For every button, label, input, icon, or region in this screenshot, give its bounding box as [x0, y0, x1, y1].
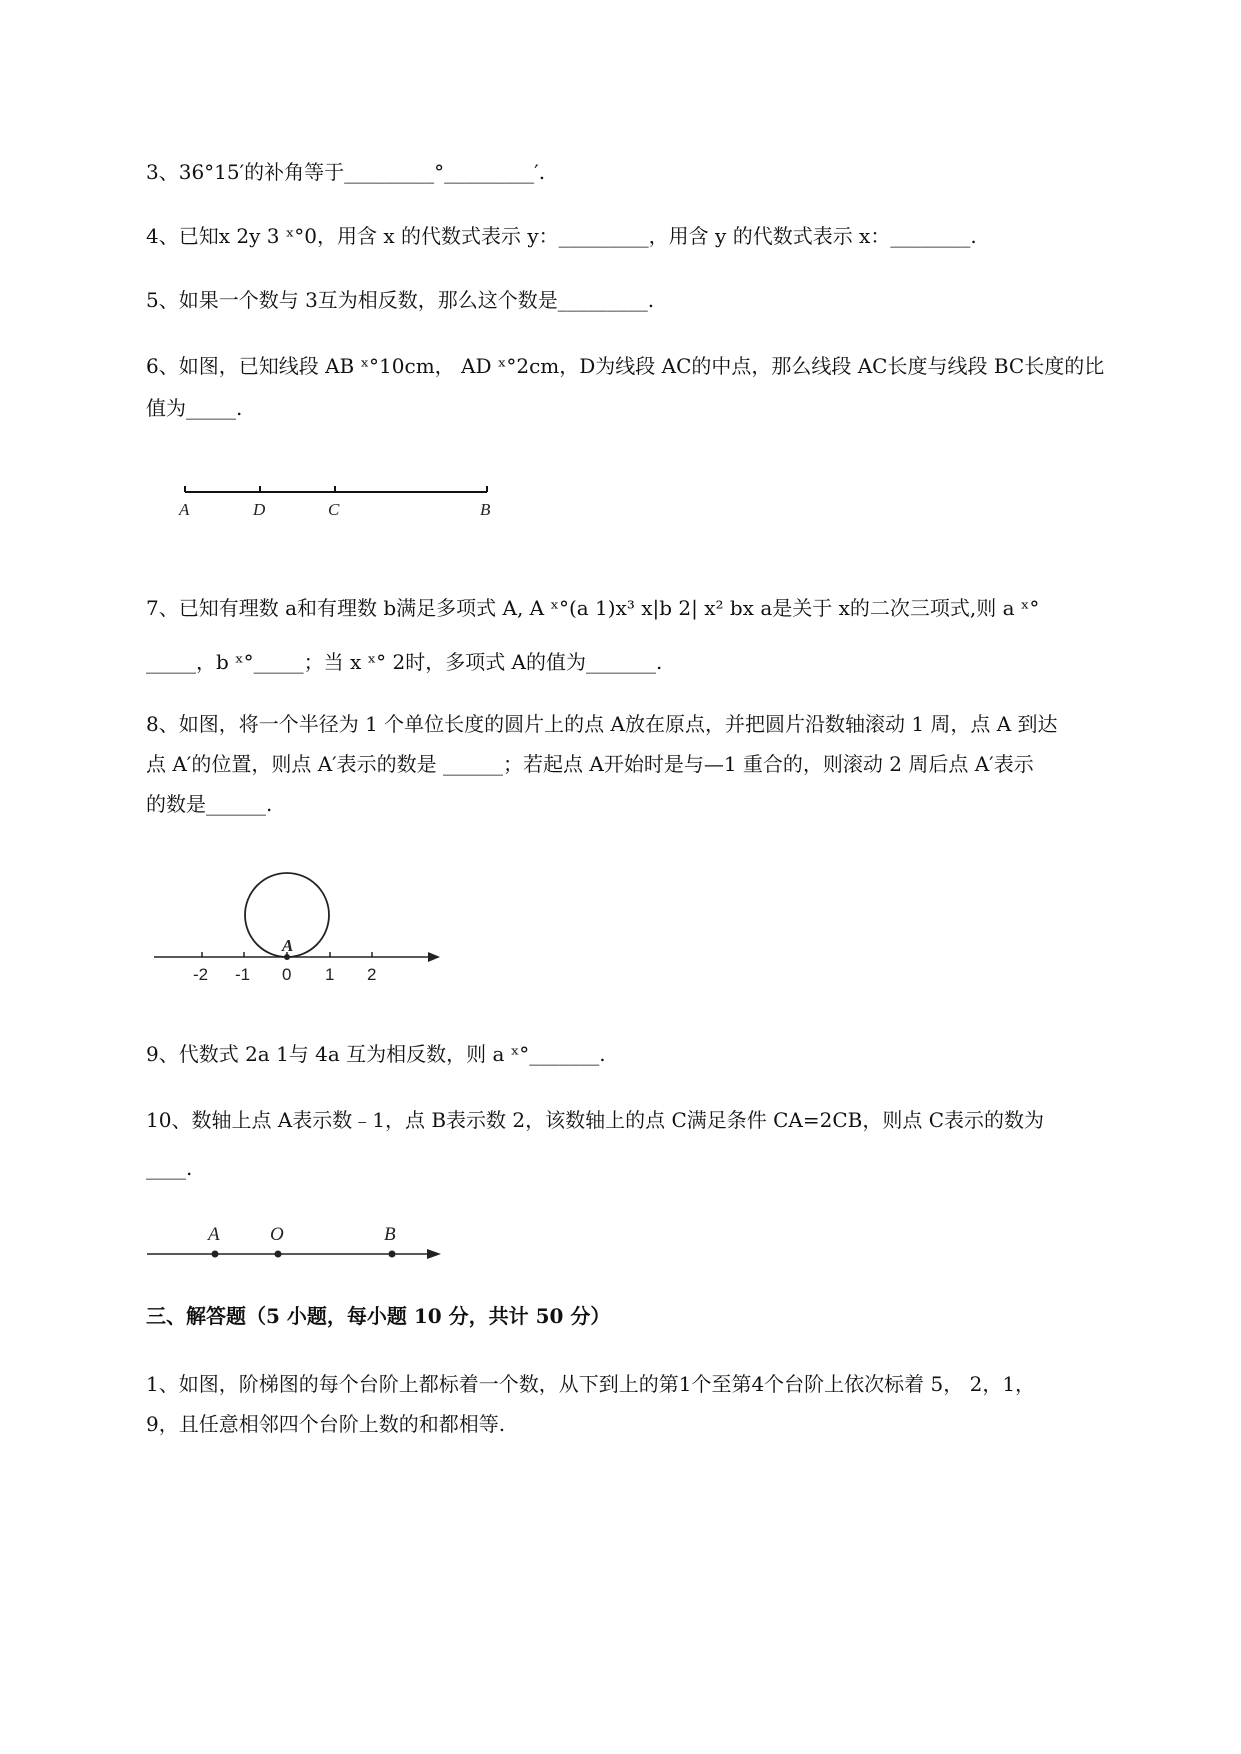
- question-3: 3、36°15′的补角等于_________°_________′.: [146, 160, 546, 184]
- question-9: 9、代数式 2a 1与 4a 互为相反数，则 a ˣ°_______.: [146, 1042, 606, 1066]
- tick-label-0: 0: [282, 965, 292, 984]
- question-10-line-1: 10、数轴上点 A表示数﹣1，点 B表示数 2，该数轴上的点 C满足条件 CA=2CB，则点 C表示的数为: [146, 1108, 1045, 1132]
- question-8-line-1: 8、如图，将一个半径为 1 个单位长度的圆片上的点 A放在原点，并把圆片沿数轴滚动 1 周，点 A 到达: [146, 712, 1058, 736]
- question-8-line-2: 点 A′的位置，则点 A′表示的数是 ______；若起点 A开始时是与—1 重合的，则滚动 2 周后点 A′表示: [146, 752, 1034, 776]
- segment-label-a: A: [179, 500, 190, 519]
- numberline-arrow: [428, 952, 440, 962]
- segment-label-d: D: [253, 500, 266, 519]
- tick-label-2: 2: [367, 965, 377, 984]
- question-8-line-3: 的数是______.: [146, 792, 273, 816]
- section-3-question-1-line-1: 1、如图，阶梯图的每个台阶上都标着一个数，从下到上的第1个至第4个台阶上依次标着 5， 2，1，: [146, 1372, 1036, 1396]
- section-3-heading: 三、解答题（5 小题，每小题 10 分，共计 50 分）: [146, 1304, 611, 1328]
- segment-label-b: B: [480, 500, 491, 519]
- numberline-label-b: B: [384, 1224, 396, 1245]
- circle-numberline-figure: [150, 870, 450, 990]
- question-7-line-1: 7、已知有理数 a和有理数 b满足多项式 A, A ˣ°(a 1)x³ x|b 2| x² bx a是关于 x的二次三项式,则 a ˣ°: [146, 596, 1040, 620]
- numberline-label-o: O: [270, 1224, 284, 1245]
- segment-label-c: C: [328, 500, 340, 519]
- question-6-line-1: 6、如图，已知线段 AB ˣ°10cm， AD ˣ°2cm，D为线段 AC的中点，那么线段 AC长度与线段 BC长度的比: [146, 354, 1105, 378]
- tick-label-minus-1: -1: [235, 965, 251, 984]
- question-6-line-2: 值为_____.: [146, 396, 243, 420]
- numberline-label-a: A: [208, 1224, 220, 1245]
- abo-arrow: [427, 1249, 441, 1259]
- tick-label-minus-2: -2: [193, 965, 209, 984]
- question-10-line-2: ____.: [146, 1156, 193, 1180]
- abo-numberline-figure: [145, 1218, 455, 1268]
- question-7-line-2: _____，b ˣ°_____；当 x ˣ° 2时，多项式 A的值为_______.: [146, 650, 663, 674]
- circle-point-label: A: [282, 936, 294, 955]
- section-3-question-1-line-2: 9，且任意相邻四个台阶上数的和都相等.: [146, 1412, 506, 1436]
- tick-label-1: 1: [325, 965, 335, 984]
- question-4: 4、已知x 2y 3 ˣ°0，用含 x 的代数式表示 y：_________，用含 y 的代数式表示 x：________.: [146, 224, 977, 248]
- segment-figure: [175, 478, 505, 520]
- question-5: 5、如果一个数与 3互为相反数，那么这个数是_________.: [146, 288, 655, 312]
